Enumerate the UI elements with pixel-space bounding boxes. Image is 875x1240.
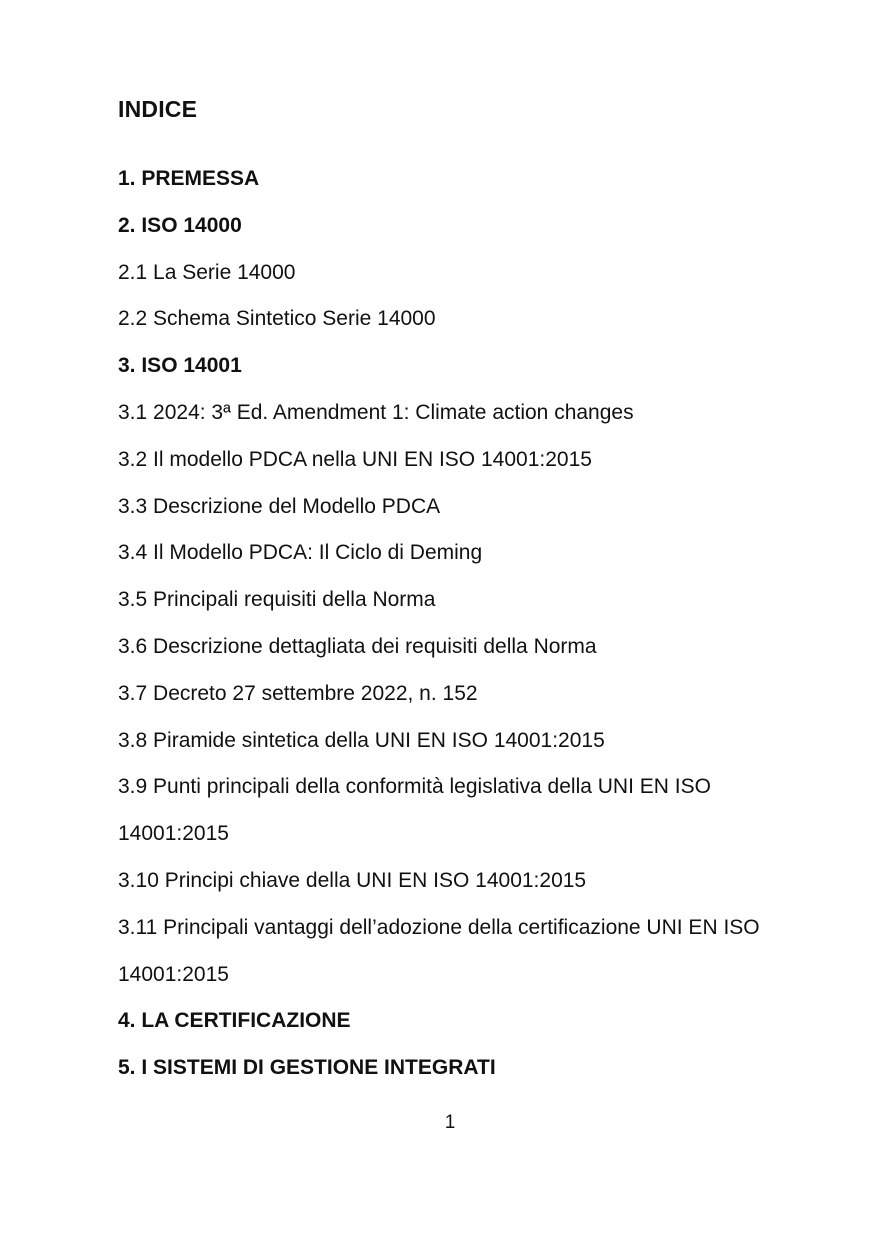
toc-entry-piramide-sintetica: 3.8 Piramide sintetica della UNI EN ISO 14001:2015 (118, 728, 605, 752)
toc-heading: INDICE (118, 96, 198, 122)
toc-entry-sistemi-gestione: 5. I SISTEMI DI GESTIONE INTEGRATI (118, 1056, 496, 1080)
toc-entry-ciclo-deming: 3.4 Il Modello PDCA: Il Ciclo di Deming (118, 541, 483, 565)
toc-entry-descrizione-pdca: 3.3 Descrizione del Modello PDCA (118, 494, 441, 518)
toc-entry-vantaggi-certificazione: 3.11 Principali vantaggi dell’adozione della certificazione UNI EN ISO 14001:2015 (118, 915, 760, 986)
toc-entry-la-serie-14000: 2.1 La Serie 14000 (118, 260, 296, 284)
toc-entry-conformita-legislativa: 3.9 Punti principali della conformità legislativa della UNI EN ISO 14001:2015 (118, 775, 711, 846)
toc-entry-schema-sintetico: 2.2 Schema Sintetico Serie 14000 (118, 307, 436, 331)
toc-entry-amendment-1: 3.1 2024: 3ª Ed. Amendment 1: Climate action changes (118, 400, 634, 424)
toc-entry-decreto-152: 3.7 Decreto 27 settembre 2022, n. 152 (118, 681, 478, 705)
toc-entry-principi-chiave: 3.10 Principi chiave della UNI EN ISO 14001:2015 (118, 868, 587, 892)
toc-entry-premessa: 1. PREMESSA (118, 167, 260, 190)
page-number: 1 (444, 1112, 456, 1133)
toc-entry-requisiti-dettagliati: 3.6 Descrizione dettagliata dei requisiti della Norma (118, 634, 597, 658)
toc-entry-iso-14000: 2. ISO 14000 (118, 213, 242, 237)
toc-entry-modello-pdca: 3.2 Il modello PDCA nella UNI EN ISO 14001:2015 (118, 447, 592, 471)
table-of-contents (118, 156, 778, 1092)
toc-entry-la-certificazione: 4. LA CERTIFICAZIONE (118, 1009, 351, 1033)
toc-entry-principali-requisiti: 3.5 Principali requisiti della Norma (118, 588, 436, 612)
toc-entry-iso-14001: 3. ISO 14001 (118, 354, 242, 378)
